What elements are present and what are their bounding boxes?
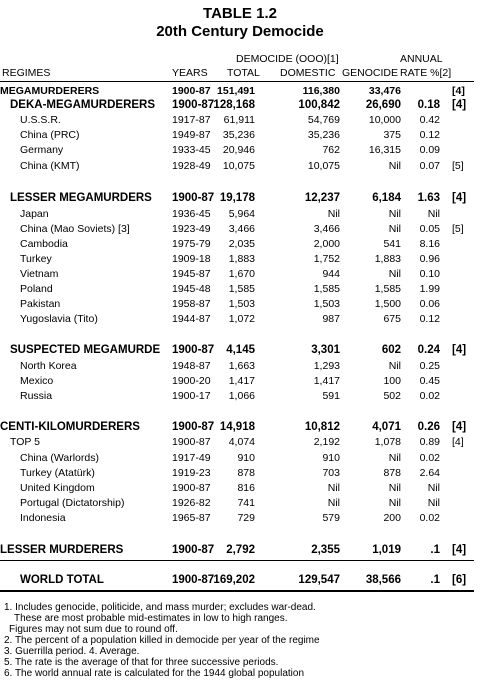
domestic-cell: 591: [322, 390, 340, 402]
domestic-cell: 129,547: [298, 574, 340, 586]
rate-cell: 0.10: [419, 268, 440, 280]
years-cell: 1900-87: [172, 421, 215, 433]
table-row: [0, 344, 480, 357]
total-cell: 1,663: [228, 360, 255, 372]
rate-cell: 8.16: [419, 238, 440, 250]
rate-cell: 0.18: [417, 99, 440, 111]
table-row: [0, 114, 480, 127]
table-subtitle: 20th Century Democide: [156, 23, 324, 40]
table-row: [0, 574, 480, 587]
domestic-cell: 2,000: [313, 238, 340, 250]
years-cell: 1900-87: [172, 99, 215, 111]
header-rate: RATE %[2]: [400, 67, 452, 79]
domestic-cell: 1,503: [313, 298, 340, 310]
domestic-cell: 2,192: [313, 436, 340, 448]
regime-name-cell: China (KMT): [20, 160, 80, 172]
years-cell: 1965-87: [172, 512, 211, 524]
rate-cell: 0.45: [419, 375, 440, 387]
regime-name-cell: China (PRC): [20, 129, 80, 141]
genocide-cell: 375: [383, 129, 401, 141]
regime-name-cell: Turkey: [20, 253, 52, 265]
rate-cell: 2.64: [419, 467, 440, 479]
rate-cell: 0.02: [419, 452, 440, 464]
regime-name-cell: U.S.S.R.: [20, 114, 61, 126]
domestic-cell: 3,301: [311, 344, 340, 356]
total-cell: 151,491: [217, 85, 255, 97]
regime-name-cell: Cambodia: [20, 238, 68, 250]
genocide-cell: 100: [383, 375, 401, 387]
rate-cell: Nil: [427, 208, 440, 220]
total-cell: 4,074: [228, 436, 255, 448]
table-row: [0, 99, 480, 112]
years-cell: 1958-87: [172, 298, 211, 310]
total-cell: 128,168: [213, 99, 255, 111]
domestic-cell: 1,293: [313, 360, 340, 372]
years-cell: 1933-45: [172, 144, 211, 156]
genocide-cell: Nil: [388, 208, 401, 220]
years-cell: 1928-49: [172, 160, 211, 172]
rate-cell: 0.24: [417, 344, 440, 356]
footnote: 2. The percent of a population killed in democide per year of the regime: [4, 635, 320, 646]
rate-cell: 1.63: [417, 192, 440, 204]
rate-cell: 1.99: [419, 283, 440, 295]
rate-cell: 0.06: [419, 298, 440, 310]
regime-name-cell: Portugal (Dictatorship): [20, 497, 125, 509]
domestic-cell: Nil: [327, 482, 340, 494]
regime-name-cell: WORLD TOTAL: [20, 574, 104, 586]
years-cell: 1926-82: [172, 497, 211, 509]
regime-name-cell: Japan: [20, 208, 49, 220]
years-cell: 1900-87: [172, 192, 215, 204]
total-cell: 910: [237, 452, 255, 464]
years-cell: 1900-87: [172, 436, 211, 448]
table-row: [0, 313, 480, 326]
header-rule: [0, 81, 474, 82]
years-cell: 1900-87: [172, 344, 215, 356]
table-row: [0, 360, 480, 373]
domestic-cell: 1,752: [313, 253, 340, 265]
table-row: [0, 467, 480, 480]
header-domestic: DOMESTIC: [280, 67, 336, 79]
regime-name-cell: Poland: [20, 283, 53, 295]
rate-cell: 0.09: [419, 144, 440, 156]
rate-cell: 0.96: [419, 253, 440, 265]
years-cell: 1936-45: [172, 208, 211, 220]
domestic-cell: 579: [322, 512, 340, 524]
years-cell: 1919-23: [172, 467, 211, 479]
genocide-cell: Nil: [388, 482, 401, 494]
table-row: [0, 482, 480, 495]
regime-name-cell: CENTI-KILOMURDERERS: [0, 421, 140, 433]
domestic-cell: Nil: [327, 208, 340, 220]
table-row: [0, 208, 480, 221]
regime-name-cell: SUSPECTED MEGAMURDE: [10, 344, 161, 356]
domestic-cell: 54,769: [307, 114, 340, 126]
note-cell: [4]: [452, 544, 467, 556]
rate-cell: 0.42: [419, 114, 440, 126]
footnote: 3. Guerrilla period. 4. Average.: [4, 646, 140, 657]
regime-name-cell: United Kingdom: [20, 482, 95, 494]
genocide-cell: 1,585: [374, 283, 401, 295]
table-row: [0, 421, 480, 434]
total-cell: 878: [237, 467, 255, 479]
note-cell: [4]: [452, 99, 467, 111]
total-cell: 20,946: [222, 144, 255, 156]
years-cell: 1900-87: [172, 85, 211, 97]
regime-name-cell: North Korea: [20, 360, 77, 372]
genocide-cell: Nil: [388, 360, 401, 372]
regime-name-cell: Pakistan: [20, 298, 61, 310]
genocide-cell: 33,476: [368, 85, 401, 97]
genocide-cell: 675: [383, 313, 401, 325]
header-total: TOTAL: [227, 67, 260, 79]
note-cell: [4]: [452, 192, 467, 204]
regime-name-cell: Vietnam: [20, 268, 59, 280]
table-row: [0, 298, 480, 311]
table-row: [0, 436, 480, 449]
world-total-rule-top: [0, 560, 474, 561]
years-cell: 1900-87: [172, 482, 211, 494]
years-cell: 1949-87: [172, 129, 211, 141]
years-cell: 1909-18: [172, 253, 211, 265]
domestic-cell: 987: [322, 313, 340, 325]
domestic-cell: 10,075: [307, 160, 340, 172]
footnote: 5. The rate is the average of that for three successive periods.: [4, 657, 279, 668]
header-years: YEARS: [172, 67, 208, 79]
total-cell: 4,145: [226, 344, 255, 356]
total-cell: 1,670: [228, 268, 255, 280]
genocide-cell: 4,071: [372, 421, 401, 433]
domestic-cell: 12,237: [304, 192, 340, 204]
total-cell: 5,964: [228, 208, 255, 220]
genocide-cell: Nil: [388, 497, 401, 509]
regime-name-cell: Indonesia: [20, 512, 66, 524]
header-democide-group: DEMOCIDE (OOO)[1]: [236, 53, 339, 65]
total-cell: 741: [237, 497, 255, 509]
total-cell: 816: [237, 482, 255, 494]
table-row: [0, 283, 480, 296]
rate-cell: 0.89: [419, 436, 440, 448]
header-annual: ANNUAL: [400, 53, 443, 65]
total-cell: 14,918: [219, 421, 255, 433]
total-cell: 35,236: [222, 129, 255, 141]
table-row: [0, 238, 480, 251]
note-cell: [5]: [452, 223, 464, 235]
domestic-cell: 910: [322, 452, 340, 464]
years-cell: 1917-87: [172, 114, 211, 126]
genocide-cell: 10,000: [368, 114, 401, 126]
total-cell: 1,585: [228, 283, 255, 295]
total-cell: 2,035: [228, 238, 255, 250]
genocide-cell: 6,184: [372, 192, 401, 204]
genocide-cell: 200: [383, 512, 401, 524]
rate-cell: 0.25: [419, 360, 440, 372]
total-cell: 1,066: [228, 390, 255, 402]
domestic-cell: 10,812: [304, 421, 340, 433]
footnote: 1. Includes genocide, politicide, and mass murder; excludes war-dead.: [4, 602, 316, 613]
note-cell: [5]: [452, 160, 464, 172]
genocide-cell: 1,019: [372, 544, 401, 556]
rate-cell: 0.05: [419, 223, 440, 235]
genocide-cell: Nil: [388, 268, 401, 280]
domestic-cell: 3,466: [313, 223, 340, 235]
years-cell: 1900-17: [172, 390, 211, 402]
genocide-cell: Nil: [388, 223, 401, 235]
rate-cell: 0.12: [419, 129, 440, 141]
table-row: [0, 375, 480, 388]
genocide-cell: 502: [383, 390, 401, 402]
domestic-cell: 1,585: [313, 283, 340, 295]
rate-cell: .1: [430, 574, 440, 586]
total-cell: 1,072: [228, 313, 255, 325]
table-row: [0, 452, 480, 465]
regime-name-cell: Yugoslavia (Tito): [20, 313, 98, 325]
regime-name-cell: China (Warlords): [20, 452, 99, 464]
total-cell: 2,792: [226, 544, 255, 556]
rate-cell: 0.26: [417, 421, 440, 433]
table-title: TABLE 1.2: [203, 5, 277, 22]
total-cell: 1,883: [228, 253, 255, 265]
rate-cell: 0.07: [419, 160, 440, 172]
note-cell: [4]: [452, 344, 467, 356]
domestic-cell: 703: [322, 467, 340, 479]
domestic-cell: 762: [322, 144, 340, 156]
footnote: Figures may not sum due to round off.: [9, 624, 178, 635]
table-row: [0, 223, 480, 236]
genocide-cell: 541: [383, 238, 401, 250]
total-cell: 729: [237, 512, 255, 524]
genocide-cell: Nil: [388, 452, 401, 464]
years-cell: 1923-49: [172, 223, 211, 235]
table-row: [0, 390, 480, 403]
years-cell: 1900-87: [172, 574, 215, 586]
regime-name-cell: TOP 5: [10, 436, 40, 448]
total-cell: 61,911: [223, 114, 255, 126]
regime-name-cell: Germany: [20, 144, 64, 156]
total-cell: 1,503: [228, 298, 255, 310]
note-cell: [4]: [452, 421, 467, 433]
domestic-cell: 2,355: [311, 544, 340, 556]
regime-name-cell: China (Mao Soviets) [3]: [20, 223, 130, 235]
genocide-cell: 602: [381, 344, 401, 356]
years-cell: 1917-49: [172, 452, 211, 464]
header-regimes: REGIMES: [2, 67, 51, 79]
domestic-cell: 35,236: [307, 129, 340, 141]
header-genocide: GENOCIDE: [342, 67, 399, 79]
table-row: [0, 144, 480, 157]
genocide-cell: 26,690: [365, 99, 401, 111]
domestic-cell: 1,417: [313, 375, 340, 387]
regime-name-cell: DEKA-MEGAMURDERERS: [10, 99, 156, 111]
rate-cell: .1: [430, 544, 440, 556]
world-total-rule-bottom: [0, 590, 474, 592]
years-cell: 1900-20: [172, 375, 211, 387]
note-cell: [6]: [452, 574, 467, 586]
genocide-cell: 1,500: [374, 298, 401, 310]
rate-cell: 0.02: [419, 390, 440, 402]
regime-name-cell: Russia: [20, 390, 53, 402]
years-cell: 1975-79: [172, 238, 211, 250]
rate-cell: 0.12: [419, 313, 440, 325]
rate-cell: Nil: [427, 482, 440, 494]
total-cell: 19,178: [219, 192, 255, 204]
domestic-cell: 100,842: [298, 99, 340, 111]
table-row: [0, 268, 480, 281]
table-row: [0, 160, 480, 173]
rate-cell: 0.02: [419, 512, 440, 524]
table-row: [0, 497, 480, 510]
years-cell: 1944-87: [172, 313, 211, 325]
note-cell: [4]: [452, 85, 465, 97]
regime-name-cell: Mexico: [20, 375, 54, 387]
regime-name-cell: Turkey (Atatürk): [20, 467, 95, 479]
total-cell: 3,466: [228, 223, 255, 235]
regime-name-cell: LESSER MEGAMURDERS: [10, 192, 152, 204]
domestic-cell: 116,380: [302, 85, 340, 97]
table-row: [0, 192, 480, 205]
genocide-cell: 16,315: [368, 144, 401, 156]
regime-name-cell: MEGAMURDERERS: [0, 85, 100, 97]
years-cell: 1900-87: [172, 544, 215, 556]
genocide-cell: Nil: [388, 160, 401, 172]
years-cell: 1945-87: [172, 268, 211, 280]
table-row: [0, 544, 480, 557]
rate-cell: Nil: [427, 497, 440, 509]
total-cell: 169,202: [213, 574, 255, 586]
table-row: [0, 129, 480, 142]
table-row: [0, 512, 480, 525]
years-cell: 1945-48: [172, 283, 211, 295]
years-cell: 1948-87: [172, 360, 211, 372]
footnote: These are most probable mid-estimates in low to high ranges.: [14, 613, 288, 624]
genocide-cell: 878: [383, 467, 401, 479]
table-row: [0, 85, 480, 98]
genocide-cell: 1,883: [374, 253, 401, 265]
total-cell: 1,417: [228, 375, 255, 387]
footnote: 6. The world annual rate is calculated for the 1944 global population: [4, 668, 305, 679]
table-row: [0, 253, 480, 266]
domestic-cell: 944: [322, 268, 340, 280]
note-cell: [4]: [452, 436, 464, 448]
domestic-cell: Nil: [327, 497, 340, 509]
genocide-cell: 38,566: [365, 574, 401, 586]
genocide-cell: 1,078: [374, 436, 401, 448]
total-cell: 10,075: [222, 160, 255, 172]
regime-name-cell: LESSER MURDERERS: [0, 544, 124, 556]
